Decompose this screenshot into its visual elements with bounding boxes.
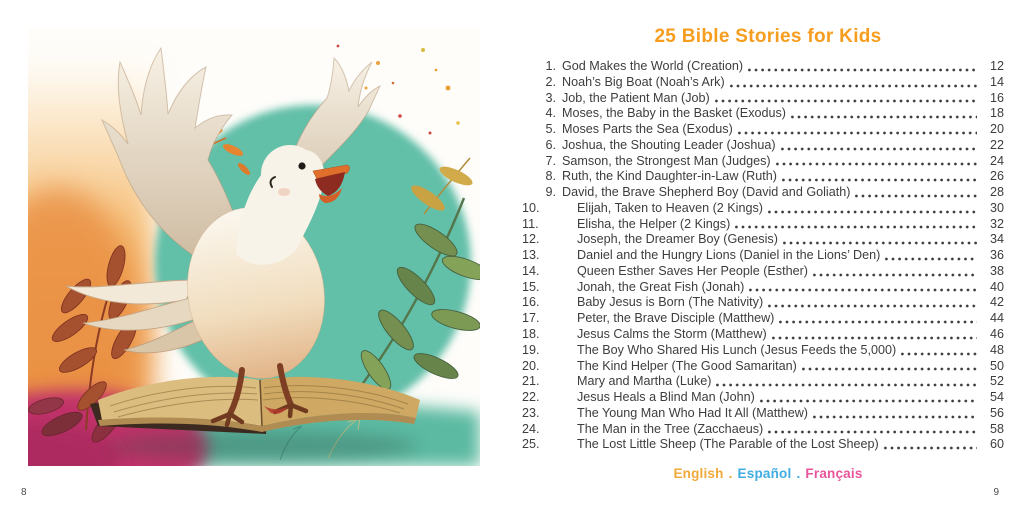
- toc-entry-number: 13.: [522, 248, 540, 263]
- toc-dot-leader: [790, 115, 977, 119]
- toc-entry: [522, 91, 1004, 107]
- open-book: [90, 377, 420, 461]
- toc-dot-leader: [748, 288, 977, 292]
- toc-entry-page: 48: [989, 342, 1004, 357]
- toc-entry-number: 14.: [522, 263, 540, 278]
- toc-entry-number: 19.: [522, 342, 540, 357]
- toc-entry-page: 50: [989, 358, 1004, 373]
- toc-entry-page: 14: [989, 74, 1004, 89]
- toc-entry-title: Elisha, the Helper (2 Kings): [577, 216, 731, 231]
- toc-entry: [522, 374, 1004, 390]
- language-separator: .: [728, 466, 733, 481]
- toc-entry-title: Jesus Calms the Storm (Matthew): [577, 327, 767, 341]
- page-number-right: 9: [993, 487, 999, 498]
- toc-entry: [522, 390, 1004, 406]
- toc-entry-page: 30: [989, 200, 1004, 215]
- toc-entry-title: Elijah, Taken to Heaven (2 Kings): [577, 200, 763, 215]
- toc-entry-page: 40: [989, 279, 1004, 294]
- toc-entry-number: 12.: [522, 232, 540, 247]
- toc-entry-number: 15.: [522, 279, 540, 294]
- toc-dot-leader: [778, 320, 977, 324]
- toc-entry-number: 7.: [545, 153, 556, 168]
- toc-entry-number: 25.: [522, 437, 540, 452]
- toc-entry-number: 17.: [522, 311, 540, 326]
- language-espanol: Español: [737, 466, 792, 481]
- toc-entry-page: 28: [989, 185, 1004, 200]
- toc-entry-number: 11.: [522, 216, 539, 231]
- toc-entry-number: 16.: [522, 295, 540, 310]
- toc-entry-title: Job, the Patient Man (Job): [562, 90, 710, 105]
- toc-entry: [522, 122, 1004, 138]
- toc-dot-leader: [884, 257, 977, 261]
- toc-entry-title: David, the Brave Shepherd Boy (David and Goliath): [562, 185, 851, 200]
- toc-entry-title: The Boy Who Shared His Lunch (Jesus Feeds the 5,000): [577, 342, 897, 357]
- toc-entry-title: Joseph, the Dreamer Boy (Genesis): [577, 232, 778, 247]
- toc-entry-title: Moses, the Baby in the Basket (Exodus): [562, 106, 787, 121]
- toc-dot-leader: [715, 383, 977, 387]
- toc-entry-title: Samson, the Strongest Man (Judges): [562, 153, 771, 168]
- toc-dot-leader: [780, 147, 977, 151]
- toc-entry: [522, 406, 1004, 422]
- toc-dot-leader: [729, 84, 977, 88]
- page-number-left: 8: [21, 487, 27, 498]
- toc-dot-leader: [767, 304, 977, 308]
- toc-entry: [522, 295, 1004, 311]
- toc-entry-page: 18: [989, 106, 1004, 121]
- toc-entry: [522, 264, 1004, 280]
- toc-list: [522, 59, 1004, 453]
- toc-entry: [522, 422, 1004, 438]
- toc-entry: [522, 327, 1004, 343]
- toc-dot-leader: [812, 415, 977, 419]
- toc-dot-leader: [771, 336, 977, 340]
- toc-entry-page: 20: [989, 122, 1004, 137]
- dove-illustration: [28, 28, 480, 466]
- toc-entry-number: 6.: [545, 137, 556, 152]
- right-page: [512, 0, 1024, 512]
- toc-entry-number: 21.: [522, 374, 540, 389]
- toc-entry-title: Queen Esther Saves Her People (Esther): [577, 263, 808, 278]
- toc-entry-page: 36: [989, 248, 1004, 263]
- toc-dot-leader: [812, 273, 977, 277]
- toc-entry-title: Daniel and the Hungry Lions (Daniel in the Lions’ Den): [577, 248, 881, 263]
- toc-dot-leader: [883, 446, 977, 450]
- toc-entry-number: 4.: [545, 106, 556, 121]
- toc-entry-title: Jonah, the Great Fish (Jonah): [577, 279, 745, 294]
- toc-dot-leader: [900, 352, 977, 356]
- toc-entry-number: 5.: [545, 122, 556, 137]
- toc-entry-title: Noah’s Big Boat (Noah’s Ark): [562, 74, 725, 89]
- toc-entry: [522, 232, 1004, 248]
- toc-entry-number: 18.: [522, 327, 540, 341]
- toc-entry: [522, 217, 1004, 233]
- toc-entry: [522, 343, 1004, 359]
- toc-entry-title: God Makes the World (Creation): [562, 58, 744, 73]
- toc-entry: [522, 106, 1004, 122]
- toc-dot-leader: [782, 241, 977, 245]
- toc-entry-title: Joshua, the Shouting Leader (Joshua): [562, 137, 776, 152]
- toc-entry-title: Moses Parts the Sea (Exodus): [562, 122, 733, 137]
- toc-entry: [522, 169, 1004, 185]
- toc-entry: [522, 359, 1004, 375]
- toc-entry-title: Ruth, the Kind Daughter-in-Law (Ruth): [562, 169, 777, 184]
- toc-entry-number: 22.: [522, 390, 540, 405]
- toc-entry-title: The Man in the Tree (Zacchaeus): [577, 421, 764, 436]
- toc-entry-page: 44: [989, 311, 1004, 326]
- toc-entry-title: The Kind Helper (The Good Samaritan): [577, 358, 797, 373]
- toc-entry-number: 3.: [545, 90, 556, 105]
- toc-entry: [522, 154, 1004, 170]
- toc-entry-page: 32: [989, 216, 1004, 231]
- toc-entry: [522, 201, 1004, 217]
- toc-entry-number: 23.: [522, 405, 540, 420]
- toc-entry-title: The Lost Little Sheep (The Parable of the Lost Sheep): [577, 437, 879, 452]
- toc-entry-number: 20.: [522, 358, 540, 373]
- toc-dot-leader: [737, 131, 977, 135]
- language-english: English: [673, 466, 724, 481]
- toc-entry-title: Baby Jesus is Born (The Nativity): [577, 295, 764, 310]
- toc-entry-page: 54: [989, 390, 1004, 405]
- toc-entry: [522, 59, 1004, 75]
- language-options: [512, 466, 1024, 481]
- language-separator: .: [796, 466, 801, 481]
- toc-dot-leader: [734, 225, 977, 229]
- toc-entry-number: 9.: [545, 185, 556, 200]
- toc-entry-page: 12: [989, 58, 1004, 73]
- toc-dot-leader: [781, 178, 977, 182]
- toc-entry-page: 60: [989, 437, 1004, 452]
- toc-entry: [522, 138, 1004, 154]
- toc-entry-page: 38: [989, 263, 1004, 278]
- toc-entry-number: 24.: [522, 421, 540, 436]
- toc-dot-leader: [801, 367, 977, 371]
- dove-illustration-svg: [28, 28, 480, 466]
- toc-dot-leader: [775, 162, 977, 166]
- toc-entry-page: 16: [989, 90, 1004, 105]
- toc-entry-page: 56: [989, 405, 1004, 420]
- toc-entry-page: 26: [989, 169, 1004, 184]
- toc-entry: [522, 185, 1004, 201]
- toc-entry-number: 10.: [522, 200, 540, 215]
- toc-entry: [522, 75, 1004, 91]
- toc-entry: [522, 248, 1004, 264]
- toc-entry-number: 2.: [545, 74, 556, 89]
- toc-entry-page: 22: [989, 137, 1004, 152]
- toc-dot-leader: [714, 99, 977, 103]
- toc-entry-title: Peter, the Brave Disciple (Matthew): [577, 311, 775, 326]
- toc-entry-number: 1.: [545, 58, 556, 73]
- toc-entry-page: 34: [989, 232, 1004, 247]
- page-title: 25 Bible Stories for Kids: [654, 26, 882, 47]
- toc-entry-page: 58: [989, 421, 1004, 436]
- toc-dot-leader: [759, 399, 977, 403]
- toc-entry-page: 46: [989, 327, 1004, 341]
- toc-dot-leader: [747, 68, 977, 72]
- language-francais: Français: [805, 466, 863, 481]
- toc-entry: [522, 311, 1004, 327]
- toc-dot-leader: [767, 210, 977, 214]
- toc-entry-page: 24: [989, 153, 1004, 168]
- toc-entry: [522, 437, 1004, 453]
- toc-entry-title: The Young Man Who Had It All (Matthew): [577, 405, 809, 420]
- toc-dot-leader: [767, 430, 977, 434]
- toc-entry-title: Jesus Heals a Blind Man (John): [577, 390, 755, 405]
- toc-entry-title: Mary and Martha (Luke): [577, 374, 712, 389]
- toc-entry-page: 52: [989, 374, 1004, 389]
- toc-entry-number: 8.: [545, 169, 556, 184]
- toc-entry: [522, 280, 1004, 296]
- toc-entry-page: 42: [989, 295, 1004, 310]
- toc-dot-leader: [854, 194, 977, 198]
